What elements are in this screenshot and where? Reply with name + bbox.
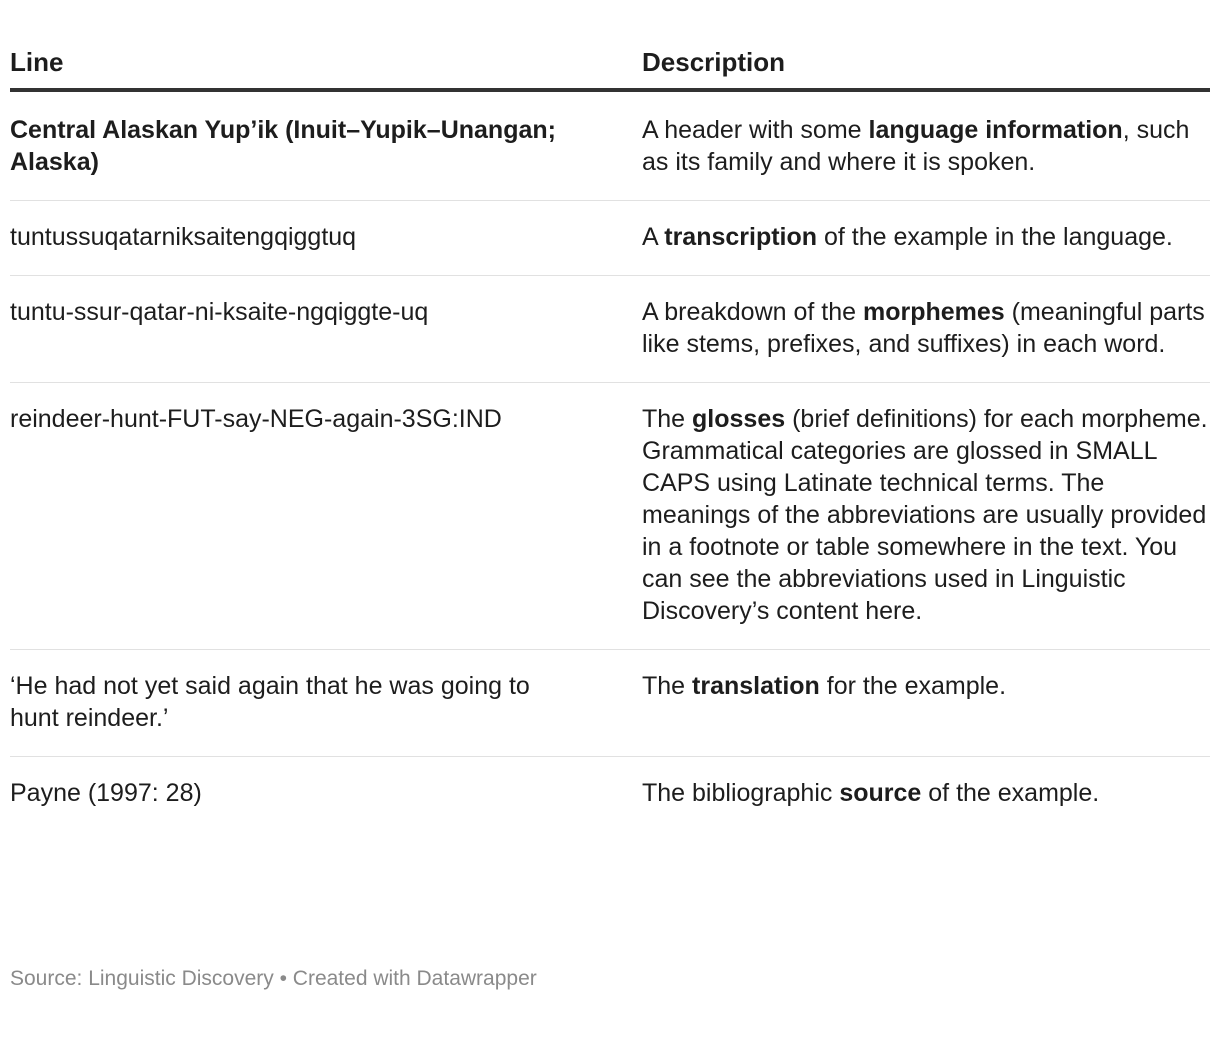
column-header-line[interactable]: Line — [10, 44, 642, 90]
description-text: , such as its family and where it is spoken. — [642, 116, 1190, 176]
description-cell — [642, 650, 1210, 757]
table-row — [10, 650, 1210, 757]
table-header-row — [10, 44, 1210, 90]
table-row — [10, 90, 1210, 201]
table-row — [10, 276, 1210, 383]
description-text: (brief definitions) for each morpheme. Grammatical categories are glossed in SMALL CAPS using Latinate technical terms. The meanings of the abbreviations are usually provided in a footnote or table somewhere in the text. You can see the abbreviations used in Linguistic Discovery’s content here. — [642, 405, 1208, 625]
line-cell: Payne (1997: 28) — [10, 779, 202, 807]
description-key-term: source — [839, 779, 922, 807]
datawrapper-table-container — [10, 44, 1210, 990]
description-key-term: glosses — [692, 405, 786, 433]
description-cell — [642, 383, 1210, 650]
description-text: The — [642, 672, 693, 700]
description-text: The — [642, 405, 693, 433]
description-text: of the example. — [921, 779, 1100, 807]
description-text: (meaningful parts like stems, prefixes, and suffixes) in each word. — [642, 298, 1205, 358]
gloss-lines-table — [10, 44, 1210, 831]
description-cell — [642, 276, 1210, 383]
description-key-term: translation — [692, 672, 820, 700]
line-cell: reindeer-hunt-FUT-say-NEG-again-3SG:IND — [10, 383, 642, 650]
description-text: for the example. — [819, 672, 1007, 700]
line-cell: tuntussuqatarniksaitengqiggtuq — [10, 201, 642, 276]
description-cell — [642, 90, 1210, 201]
description-cell — [642, 757, 1210, 832]
description-key-term: transcription — [664, 223, 818, 251]
description-cell — [642, 201, 1210, 276]
table-row — [10, 757, 1210, 832]
source-footer: Source: Linguistic Discovery • Created with Datawrapper — [10, 967, 537, 990]
description-text: of the example in the language. — [817, 223, 1173, 251]
description-key-term: language information — [868, 116, 1123, 144]
table-row — [10, 383, 1210, 650]
line-cell: Central Alaskan Yup’ik (Inuit–Yupik–Unangan; Alaska) — [10, 90, 642, 201]
line-cell: tuntu-ssur-qatar-ni-ksaite-ngqiggte-uq — [10, 276, 642, 383]
line-cell: ‘He had not yet said again that he was going to hunt reindeer.’ — [10, 650, 642, 757]
description-text: The bibliographic — [642, 779, 840, 807]
description-text: A breakdown of the — [642, 298, 863, 326]
description-text: A — [642, 223, 665, 251]
table-row — [10, 201, 1210, 276]
description-text: A header with some — [642, 116, 869, 144]
column-header-description[interactable]: Description — [642, 44, 1210, 90]
description-key-term: morphemes — [862, 298, 1005, 326]
